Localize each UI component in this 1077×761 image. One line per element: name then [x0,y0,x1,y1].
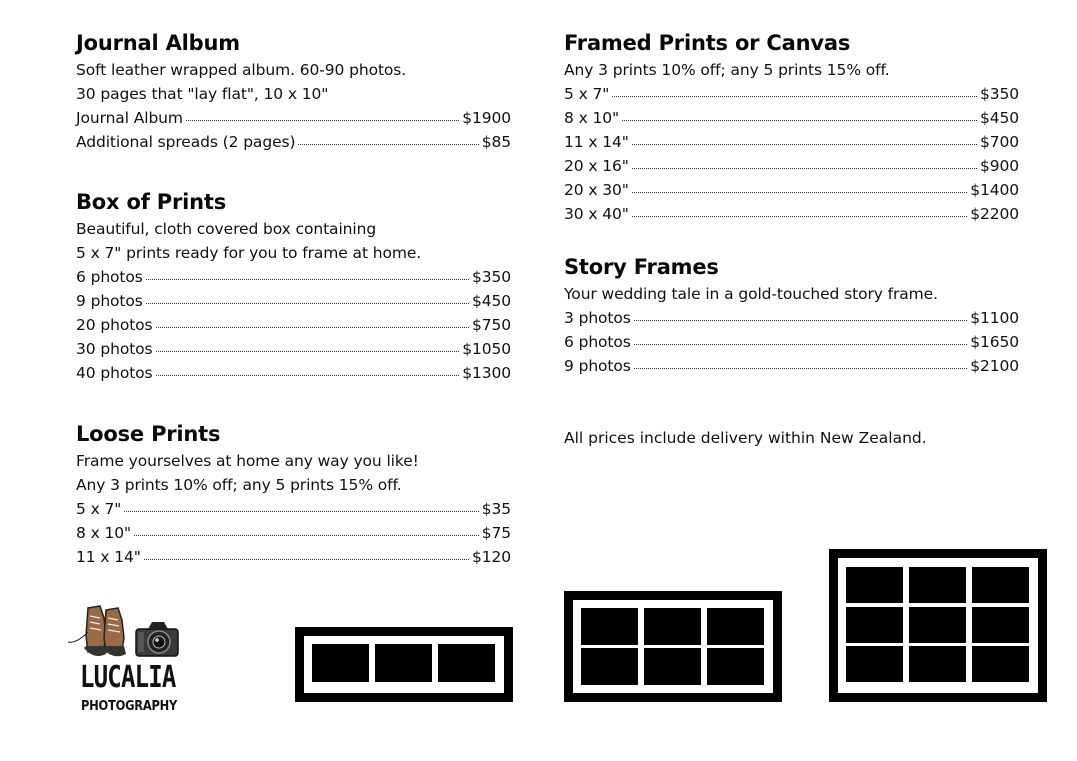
photo-slot [846,646,903,682]
price: $1650 [970,333,1019,351]
price-row: 40 photos $1300 [76,361,511,385]
dot-leader [622,108,977,121]
dot-leader [134,523,479,536]
section-title: Loose Prints [76,422,221,446]
journal-album-section [76,30,511,154]
dot-leader [632,180,967,193]
price-row: 3 photos $1100 [564,306,1019,330]
dot-leader [634,332,967,345]
price: $900 [979,157,1019,175]
dot-leader [186,108,459,121]
dot-leader [634,356,967,369]
story-frame-9-illustration [829,549,1047,702]
dot-leader [634,308,967,321]
description-line: Soft leather wrapped album. 60-90 photos. [76,61,407,79]
price: $75 [481,524,511,542]
photo-slot [707,648,764,685]
price-row: 20 x 16" $900 [564,154,1019,178]
price: $450 [471,292,511,310]
story-frames-section [564,254,1019,378]
description-line: Beautiful, cloth covered box containing [76,220,377,238]
photo-slot [846,567,903,603]
price-row: 30 x 40" $2200 [564,202,1019,226]
photo-slot [438,644,495,682]
photo-slot [581,608,638,645]
price: $1900 [462,109,511,127]
description-line: Frame yourselves at home any way you like! [76,452,419,470]
price: $1050 [462,340,511,358]
price: $750 [471,316,511,334]
price: $450 [979,109,1019,127]
price-row: 5 x 7" $350 [564,82,1019,106]
photo-slot [909,646,966,682]
photo-slot [846,607,903,643]
price-row: 5 x 7" $35 [76,497,511,521]
logo-tagline: PHOTOGRAPHY [81,698,178,714]
price: $35 [481,500,511,518]
price: $1300 [462,364,511,382]
price: $350 [471,268,511,286]
photo-slot [312,644,369,682]
price: $1400 [970,181,1019,199]
price-row: 9 photos $2100 [564,354,1019,378]
description-line: 5 x 7" prints ready for you to frame at home. [76,244,422,262]
price-row: 20 photos $750 [76,313,511,337]
logo-wordmark: LUCALIA [80,660,176,695]
photo-slot [972,607,1029,643]
photo-slot [375,644,432,682]
box-of-prints-section [76,189,511,385]
dot-leader [612,84,977,97]
dot-leader [146,267,469,280]
photo-slot [644,648,701,685]
price-row: Additional spreads (2 pages) $85 [76,130,511,154]
photo-slot [581,648,638,685]
description-line: Any 3 prints 10% off; any 5 prints 15% off. [564,61,890,79]
story-frame-3-illustration [295,627,513,702]
photo-slot [909,607,966,643]
description-line: Any 3 prints 10% off; any 5 prints 15% off. [76,476,402,494]
lucalia-logo [66,600,186,725]
description-line: Your wedding tale in a gold-touched story frame. [564,285,938,303]
loose-prints-section [76,421,511,569]
framed-prints-section [564,30,1019,226]
section-title: Framed Prints or Canvas [564,31,851,55]
price-row: Journal Album $1900 [76,106,511,130]
price: $700 [979,133,1019,151]
story-frame-6-illustration [564,591,782,702]
dot-leader [156,363,460,376]
photo-slot [707,608,764,645]
price-row: 11 x 14" $120 [76,545,511,569]
section-title: Story Frames [564,255,719,279]
dot-leader [146,291,469,304]
price-row: 6 photos $350 [76,265,511,289]
photo-slot [644,608,701,645]
price-row: 6 photos $1650 [564,330,1019,354]
photo-slot [972,567,1029,603]
dot-leader [632,204,967,217]
section-title: Journal Album [76,31,240,55]
price-row: 8 x 10" $450 [564,106,1019,130]
price: $85 [481,133,511,151]
dot-leader [144,547,469,560]
camera-icon [134,620,180,660]
price-row: 30 photos $1050 [76,337,511,361]
hiking-boots-icon [66,602,136,660]
photo-slot [909,567,966,603]
price-row: 11 x 14" $700 [564,130,1019,154]
price: $1100 [970,309,1019,327]
dot-leader [632,156,977,169]
delivery-note: All prices include delivery within New Zealand. [564,429,927,447]
photo-slot [972,646,1029,682]
price: $120 [471,548,511,566]
price-row: 9 photos $450 [76,289,511,313]
dot-leader [298,132,478,145]
dot-leader [124,499,478,512]
dot-leader [632,132,977,145]
price-row: 8 x 10" $75 [76,521,511,545]
dot-leader [156,315,469,328]
dot-leader [156,339,460,352]
price: $2100 [970,357,1019,375]
price-row: 20 x 30" $1400 [564,178,1019,202]
section-title: Box of Prints [76,190,226,214]
price: $350 [979,85,1019,103]
description-line: 30 pages that "lay flat", 10 x 10" [76,85,329,103]
price: $2200 [970,205,1019,223]
